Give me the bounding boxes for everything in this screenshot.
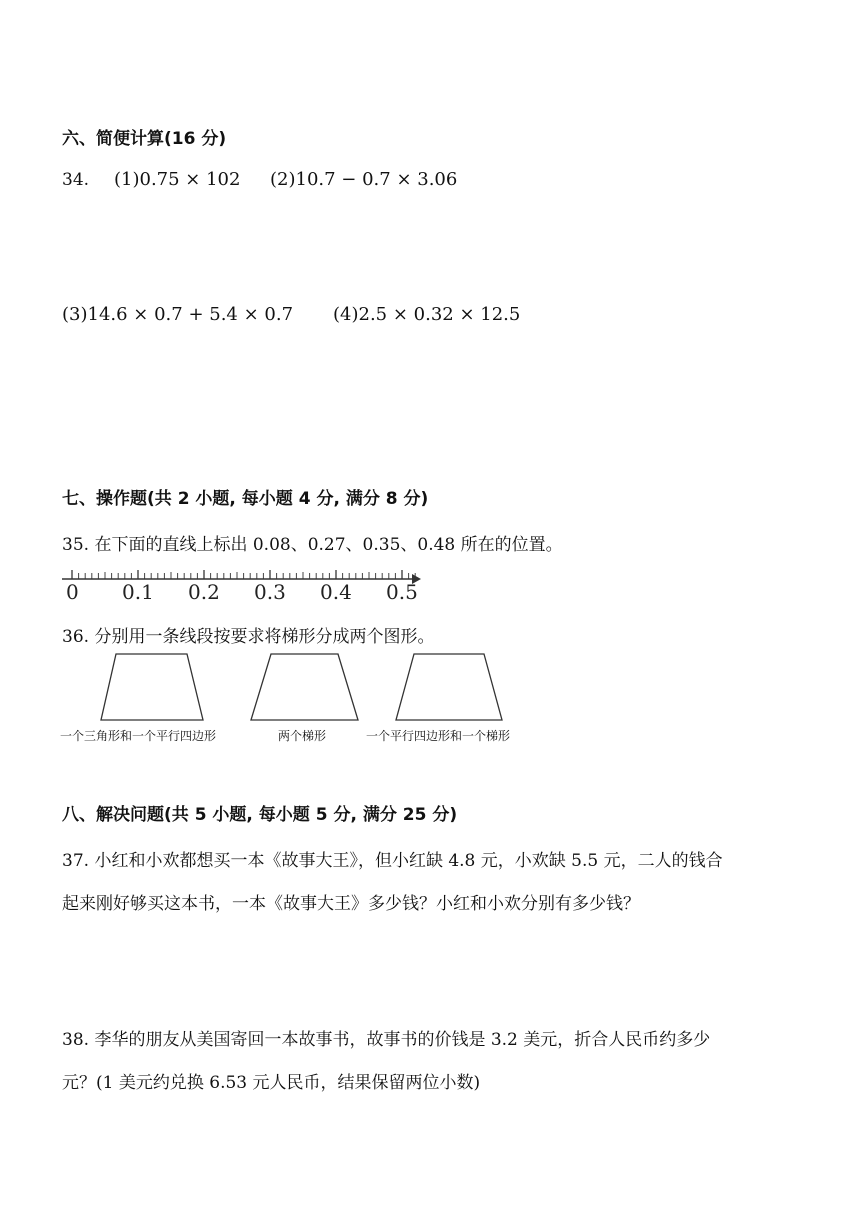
trapezoid-1 bbox=[95, 650, 215, 725]
question-34-part-1: (1)0.75 × 102 bbox=[114, 169, 241, 190]
number-line-label: 0 bbox=[66, 580, 79, 604]
section-6-heading: 六、简便计算(16 分) bbox=[62, 129, 227, 149]
trapezoid-1-label: 一个三角形和一个平行四边形 bbox=[60, 729, 217, 743]
number-line-label: 0.3 bbox=[254, 580, 286, 604]
number-line bbox=[58, 562, 428, 604]
question-37-line-1: 37. 小红和小欢都想买一本《故事大王》，但小红缺 4.8 元，小欢缺 5.5 元，二人的钱合 bbox=[62, 851, 723, 871]
trapezoid-2 bbox=[245, 650, 370, 725]
number-line-label: 0.2 bbox=[188, 580, 220, 604]
question-38-line-2: 元？(1 美元约兑换 6.53 元人民币，结果保留两位小数) bbox=[62, 1073, 481, 1093]
number-line-ticks bbox=[72, 570, 415, 579]
question-34-number: 34. bbox=[62, 170, 90, 190]
section-8-heading: 八、解决问题(共 5 小题, 每小题 5 分, 满分 25 分) bbox=[62, 805, 458, 825]
question-35-text: 35. 在下面的直线上标出 0.08、0.27、0.35、0.48 所在的位置。 bbox=[62, 535, 563, 555]
trapezoid-2-label: 两个梯形 bbox=[278, 729, 327, 743]
number-line-label: 0.4 bbox=[320, 580, 352, 604]
question-37-line-2: 起来刚好够买这本书，一本《故事大王》多少钱？小红和小欢分别有多少钱？ bbox=[62, 894, 640, 914]
question-36-text: 36. 分别用一条线段按要求将梯形分成两个图形。 bbox=[62, 627, 435, 647]
question-34-part-2: (2)10.7 − 0.7 × 3.06 bbox=[270, 169, 458, 190]
section-7-heading: 七、操作题(共 2 小题, 每小题 4 分, 满分 8 分) bbox=[62, 489, 429, 509]
trapezoid-3 bbox=[390, 650, 515, 725]
number-line-label: 0.5 bbox=[386, 580, 418, 604]
question-38-line-1: 38. 李华的朋友从美国寄回一本故事书，故事书的价钱是 3.2 美元，折合人民币约多少 bbox=[62, 1030, 711, 1050]
number-line-label: 0.1 bbox=[122, 580, 154, 604]
question-34-part-3: (3)14.6 × 0.7 + 5.4 × 0.7 bbox=[62, 304, 294, 325]
question-34-part-4: (4)2.5 × 0.32 × 12.5 bbox=[333, 304, 521, 325]
trapezoid-3-label: 一个平行四边形和一个梯形 bbox=[366, 729, 511, 743]
